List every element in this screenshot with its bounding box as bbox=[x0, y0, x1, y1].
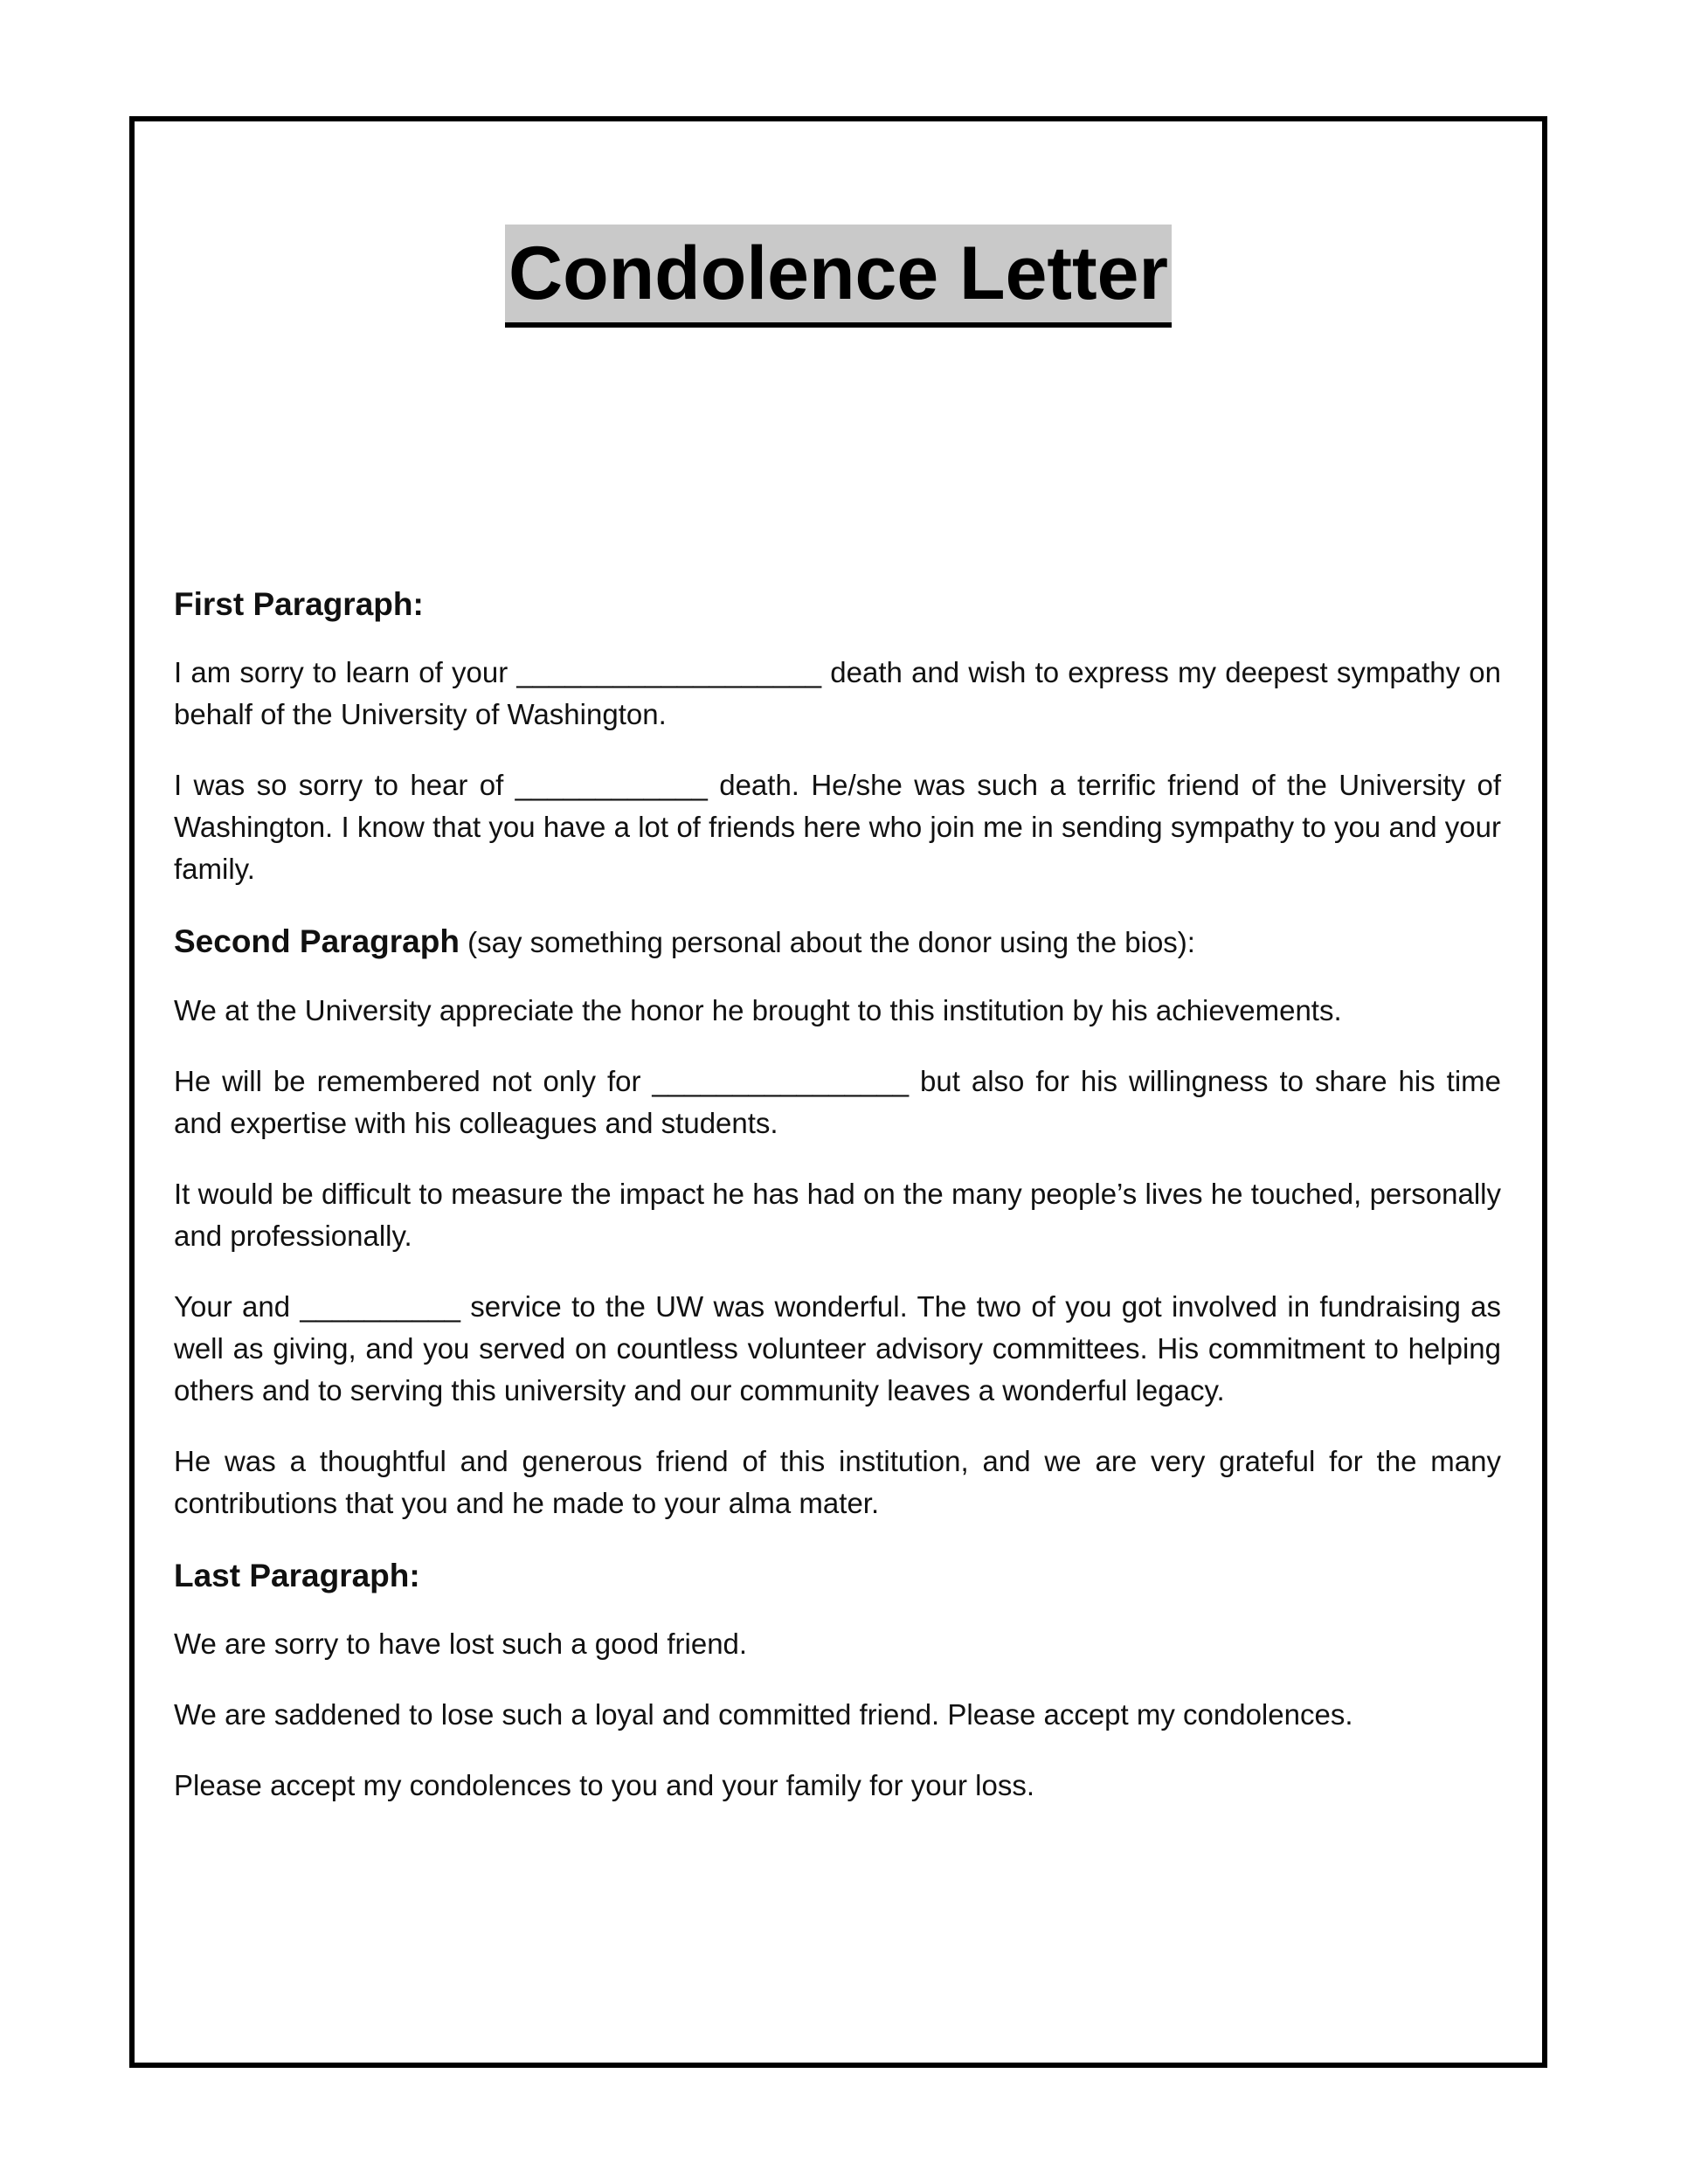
section-heading-second-label: Second Paragraph bbox=[174, 923, 460, 959]
letter-body bbox=[174, 582, 1501, 1835]
second-paragraph-option-5: He was a thoughtful and generous friend of this institution, and we are very grateful for the many contributions that you and he made to your alma mater. bbox=[174, 1445, 1501, 1519]
section-heading-last bbox=[174, 1553, 1501, 1599]
second-paragraph-option-4: Your and __________ service to the UW was wonderful. The two of you got involved in fundraising as well as giving, and you served on countless volunteer advisory committees. His commitment to helping others and to serving this university and our community leaves a wonderful legacy. bbox=[174, 1290, 1501, 1406]
last-paragraph-option-2: We are saddened to lose such a loyal and committed friend. Please accept my condolences. bbox=[174, 1698, 1353, 1731]
first-paragraph-option-2: I was so sorry to hear of ____________ death. He/she was such a terrific friend of the University of Washington. I know that you have a lot of friends here who join me in sending sympathy to you and your family. bbox=[174, 769, 1501, 885]
first-paragraph-option-1: I am sorry to learn of your ___________________ death and wish to express my deepest sympathy on behalf of the University of Washington. bbox=[174, 656, 1501, 730]
second-paragraph-option-3: It would be difficult to measure the impact he has had on the many people’s lives he touched, personally and professionally. bbox=[174, 1178, 1501, 1252]
second-paragraph-option-1: We at the University appreciate the honor he brought to this institution by his achievements. bbox=[174, 994, 1342, 1026]
last-paragraph-option-3: Please accept my condolences to you and your family for your loss. bbox=[174, 1769, 1034, 1801]
section-heading-second bbox=[174, 919, 1501, 965]
title-container bbox=[135, 225, 1542, 328]
section-heading-second-note: (say something personal about the donor using the bios): bbox=[459, 926, 1195, 958]
last-paragraph-option-1: We are sorry to have lost such a good friend. bbox=[174, 1628, 748, 1660]
section-heading-last-label: Last Paragraph: bbox=[174, 1558, 420, 1593]
page-border bbox=[129, 116, 1547, 2068]
second-paragraph-option-2: He will be remembered not only for ________________ but also for his willingness to share his time and expertise with his colleagues and students. bbox=[174, 1065, 1501, 1139]
document-title: Condolence Letter bbox=[505, 225, 1172, 328]
section-heading-first-label: First Paragraph: bbox=[174, 586, 424, 622]
section-heading-first bbox=[174, 582, 1501, 627]
